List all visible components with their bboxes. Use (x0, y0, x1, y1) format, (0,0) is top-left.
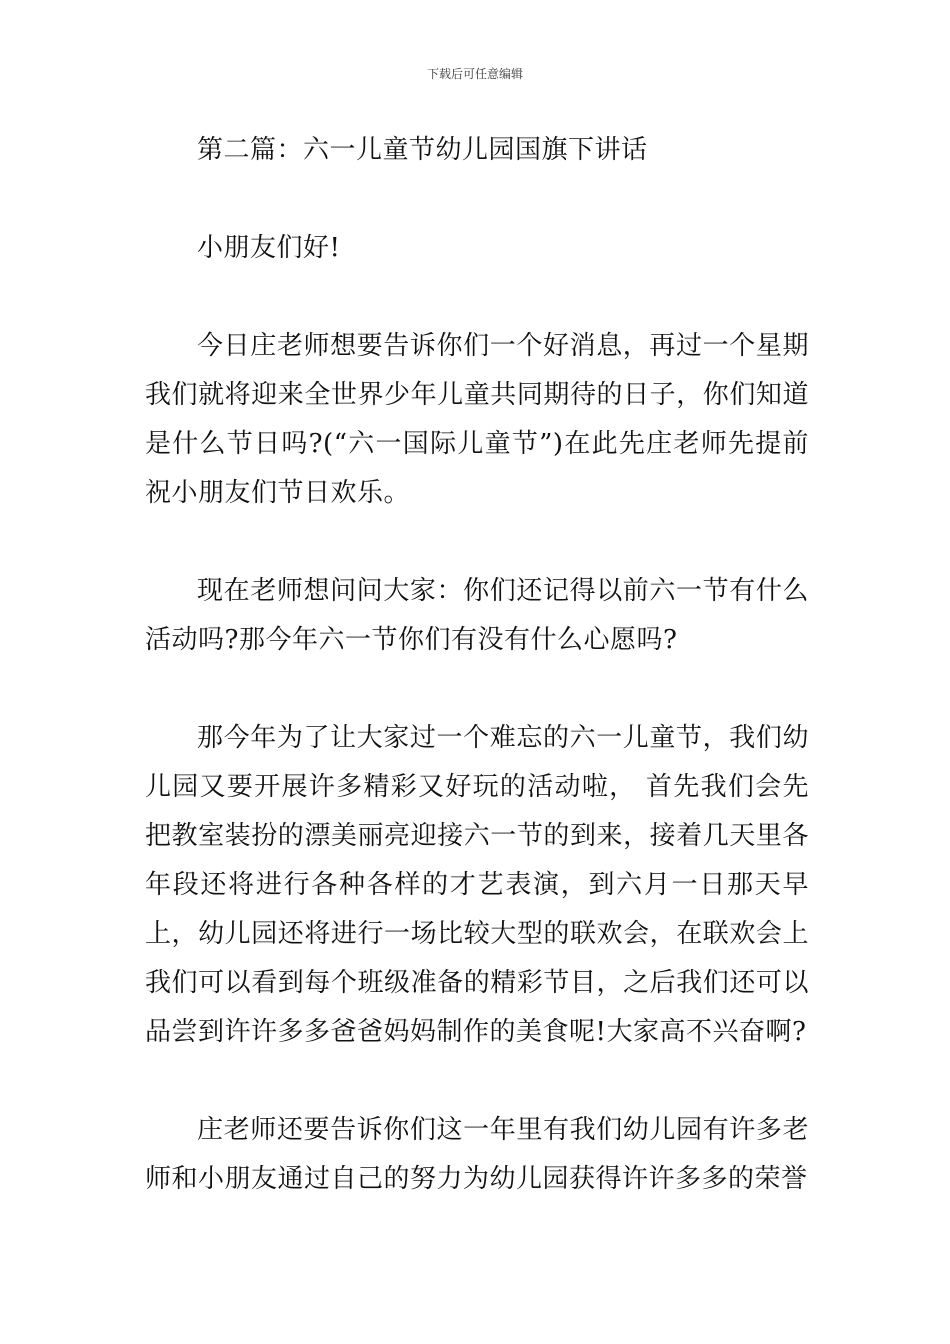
paragraph-2: 现在老师想问问大家：你们还记得以前六一节有什么活动吗?那今年六一节你们有没有什么心愿吗? (145, 576, 809, 655)
paragraph-1: 今日庄老师想要告诉你们一个好消息，再过一个星期我们就将迎来全世界少年儿童共同期待的日子，你们知道是什么节日吗?(“六一国际儿童节”)在此先庄老师先提前祝小朋友们节日欢乐。 (145, 331, 809, 508)
greeting: 小朋友们好! (197, 233, 341, 263)
page-header-note: 下载后可任意编辑 (426, 67, 523, 81)
paragraph-4: 庄老师还要告诉你们这一年里有我们幼儿园有许多老师和小朋友通过自己的努力为幼儿园获得许许多多的荣誉 (145, 1115, 809, 1194)
document-body (145, 126, 809, 1204)
paragraph-3: 那今年为了让大家过一个难忘的六一儿童节，我们幼儿园又要开展许多精彩又好玩的活动啦， 首先我们会先把教室装扮的漂美丽亮迎接六一节的到来，接着几天里各年段还将进行各种各样的才艺表演，到六月一日那天早上，幼儿园还将进行一场比较大型的联欢会，在联欢会上我们可以看到每个班级准备的精彩节目，之后我们还可以品尝到许许多多爸爸妈妈制作的美食呢!大家高不兴奋啊? (145, 723, 809, 1047)
document-title: 第二篇：六一儿童节幼儿园国旗下讲话 (197, 135, 648, 165)
